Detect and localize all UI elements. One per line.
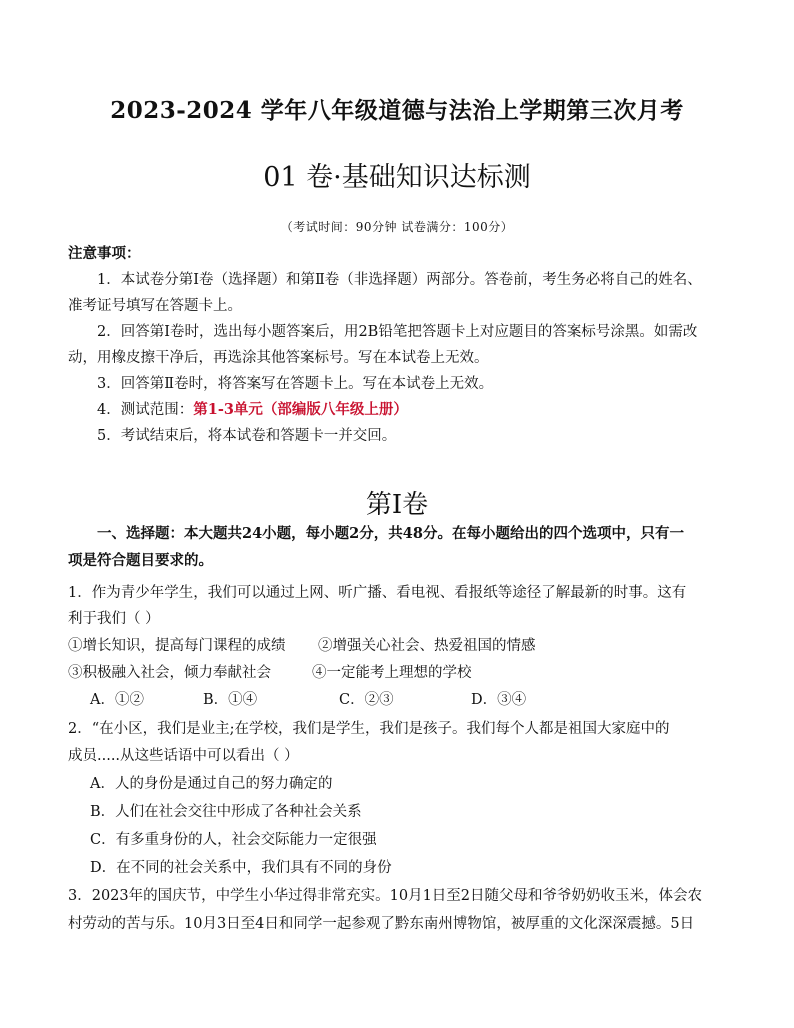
q3-stem-line-1: 3．2023年的国庆节，中学生小华过得非常充实。10月1日至2日随父母和爷爷奶奶收玉米，体会农 <box>68 888 703 904</box>
q1-option-c[interactable]: C．②③ <box>339 692 394 708</box>
notice-item-2-line-1: 2．回答第Ⅰ卷时，选出每小题答案后，用2B铅笔把答题卡上对应题目的答案标号涂黑。如需改 <box>97 324 698 340</box>
q2-option-a[interactable]: A．人的身份是通过自己的努力确定的 <box>90 776 333 792</box>
q2-option-d[interactable]: D．在不同的社会关系中，我们具有不同的身份 <box>90 860 392 876</box>
notice-item-5: 5．考试结束后，将本试卷和答题卡一并交回。 <box>97 428 397 444</box>
q1-item-4: ④一定能考上理想的学校 <box>312 665 472 681</box>
q2-option-b[interactable]: B．人们在社会交往中形成了各种社会关系 <box>90 804 362 820</box>
section-intro-line-1: 一、选择题：本大题共24小题，每小题2分，共48分。在每小题给出的四个选项中，只有一 <box>97 525 684 542</box>
notice-item-4 <box>97 400 408 420</box>
notice-item-1-line-2: 准考证号填写在答题卡上。 <box>68 298 242 314</box>
notice-item-3: 3．回答第Ⅱ卷时，将答案写在答题卡上。写在本试卷上无效。 <box>97 376 494 392</box>
notice-heading: 注意事项： <box>68 245 141 262</box>
notice-item-4-prefix: 4．测试范围： <box>97 402 194 418</box>
notice-item-2-line-2: 动，用橡皮擦干净后，再选涂其他答案标号。写在本试卷上无效。 <box>68 350 489 366</box>
q1-stem-line-2: 利于我们（ ） <box>68 611 160 627</box>
q1-option-a[interactable]: A．①② <box>90 692 144 708</box>
q1-stem-line-1: 1．作为青少年学生，我们可以通过上网、听广播、看电视、看报纸等途径了解最新的时事。这有 <box>68 585 687 601</box>
section-intro-line-2: 项是符合题目要求的。 <box>68 552 213 569</box>
notice-item-1-line-1: 1．本试卷分第Ⅰ卷（选择题）和第Ⅱ卷（非选择题）两部分。答卷前，考生务必将自己的姓名、 <box>97 272 702 288</box>
q1-option-d[interactable]: D．③④ <box>471 692 527 708</box>
section-title: 第Ⅰ卷 <box>365 490 429 520</box>
exam-title: 2023-2024 学年八年级道德与法治上学期第三次月考 <box>110 97 684 124</box>
q2-stem-line-1: 2．“在小区，我们是业主;在学校，我们是学生，我们是孩子。我们每个人都是祖国大家庭中的 <box>68 721 670 737</box>
q1-item-1: ①增长知识，提高每门课程的成绩 <box>68 638 286 654</box>
q1-option-b[interactable]: B．①④ <box>203 692 258 708</box>
test-range-highlight: 第1-3单元（部编版八年级上册） <box>193 401 408 418</box>
exam-time-score: （考试时间：90分钟 试卷满分：100分） <box>280 220 514 234</box>
q3-stem-line-2: 村劳动的苦与乐。10月3日至4日和同学一起参观了黔东南州博物馆，被厚重的文化深深震撼。5日 <box>68 916 695 932</box>
exam-subtitle: 01 卷·基础知识达标测 <box>263 162 531 193</box>
q1-item-3: ③积极融入社会，倾力奉献社会 <box>68 665 271 681</box>
q2-option-c[interactable]: C．有多重身份的人，社会交际能力一定很强 <box>90 832 377 848</box>
q2-stem-line-2: 成员.....从这些话语中可以看出（ ） <box>68 748 299 764</box>
q1-item-2: ②增强关心社会、热爱祖国的情感 <box>318 638 536 654</box>
